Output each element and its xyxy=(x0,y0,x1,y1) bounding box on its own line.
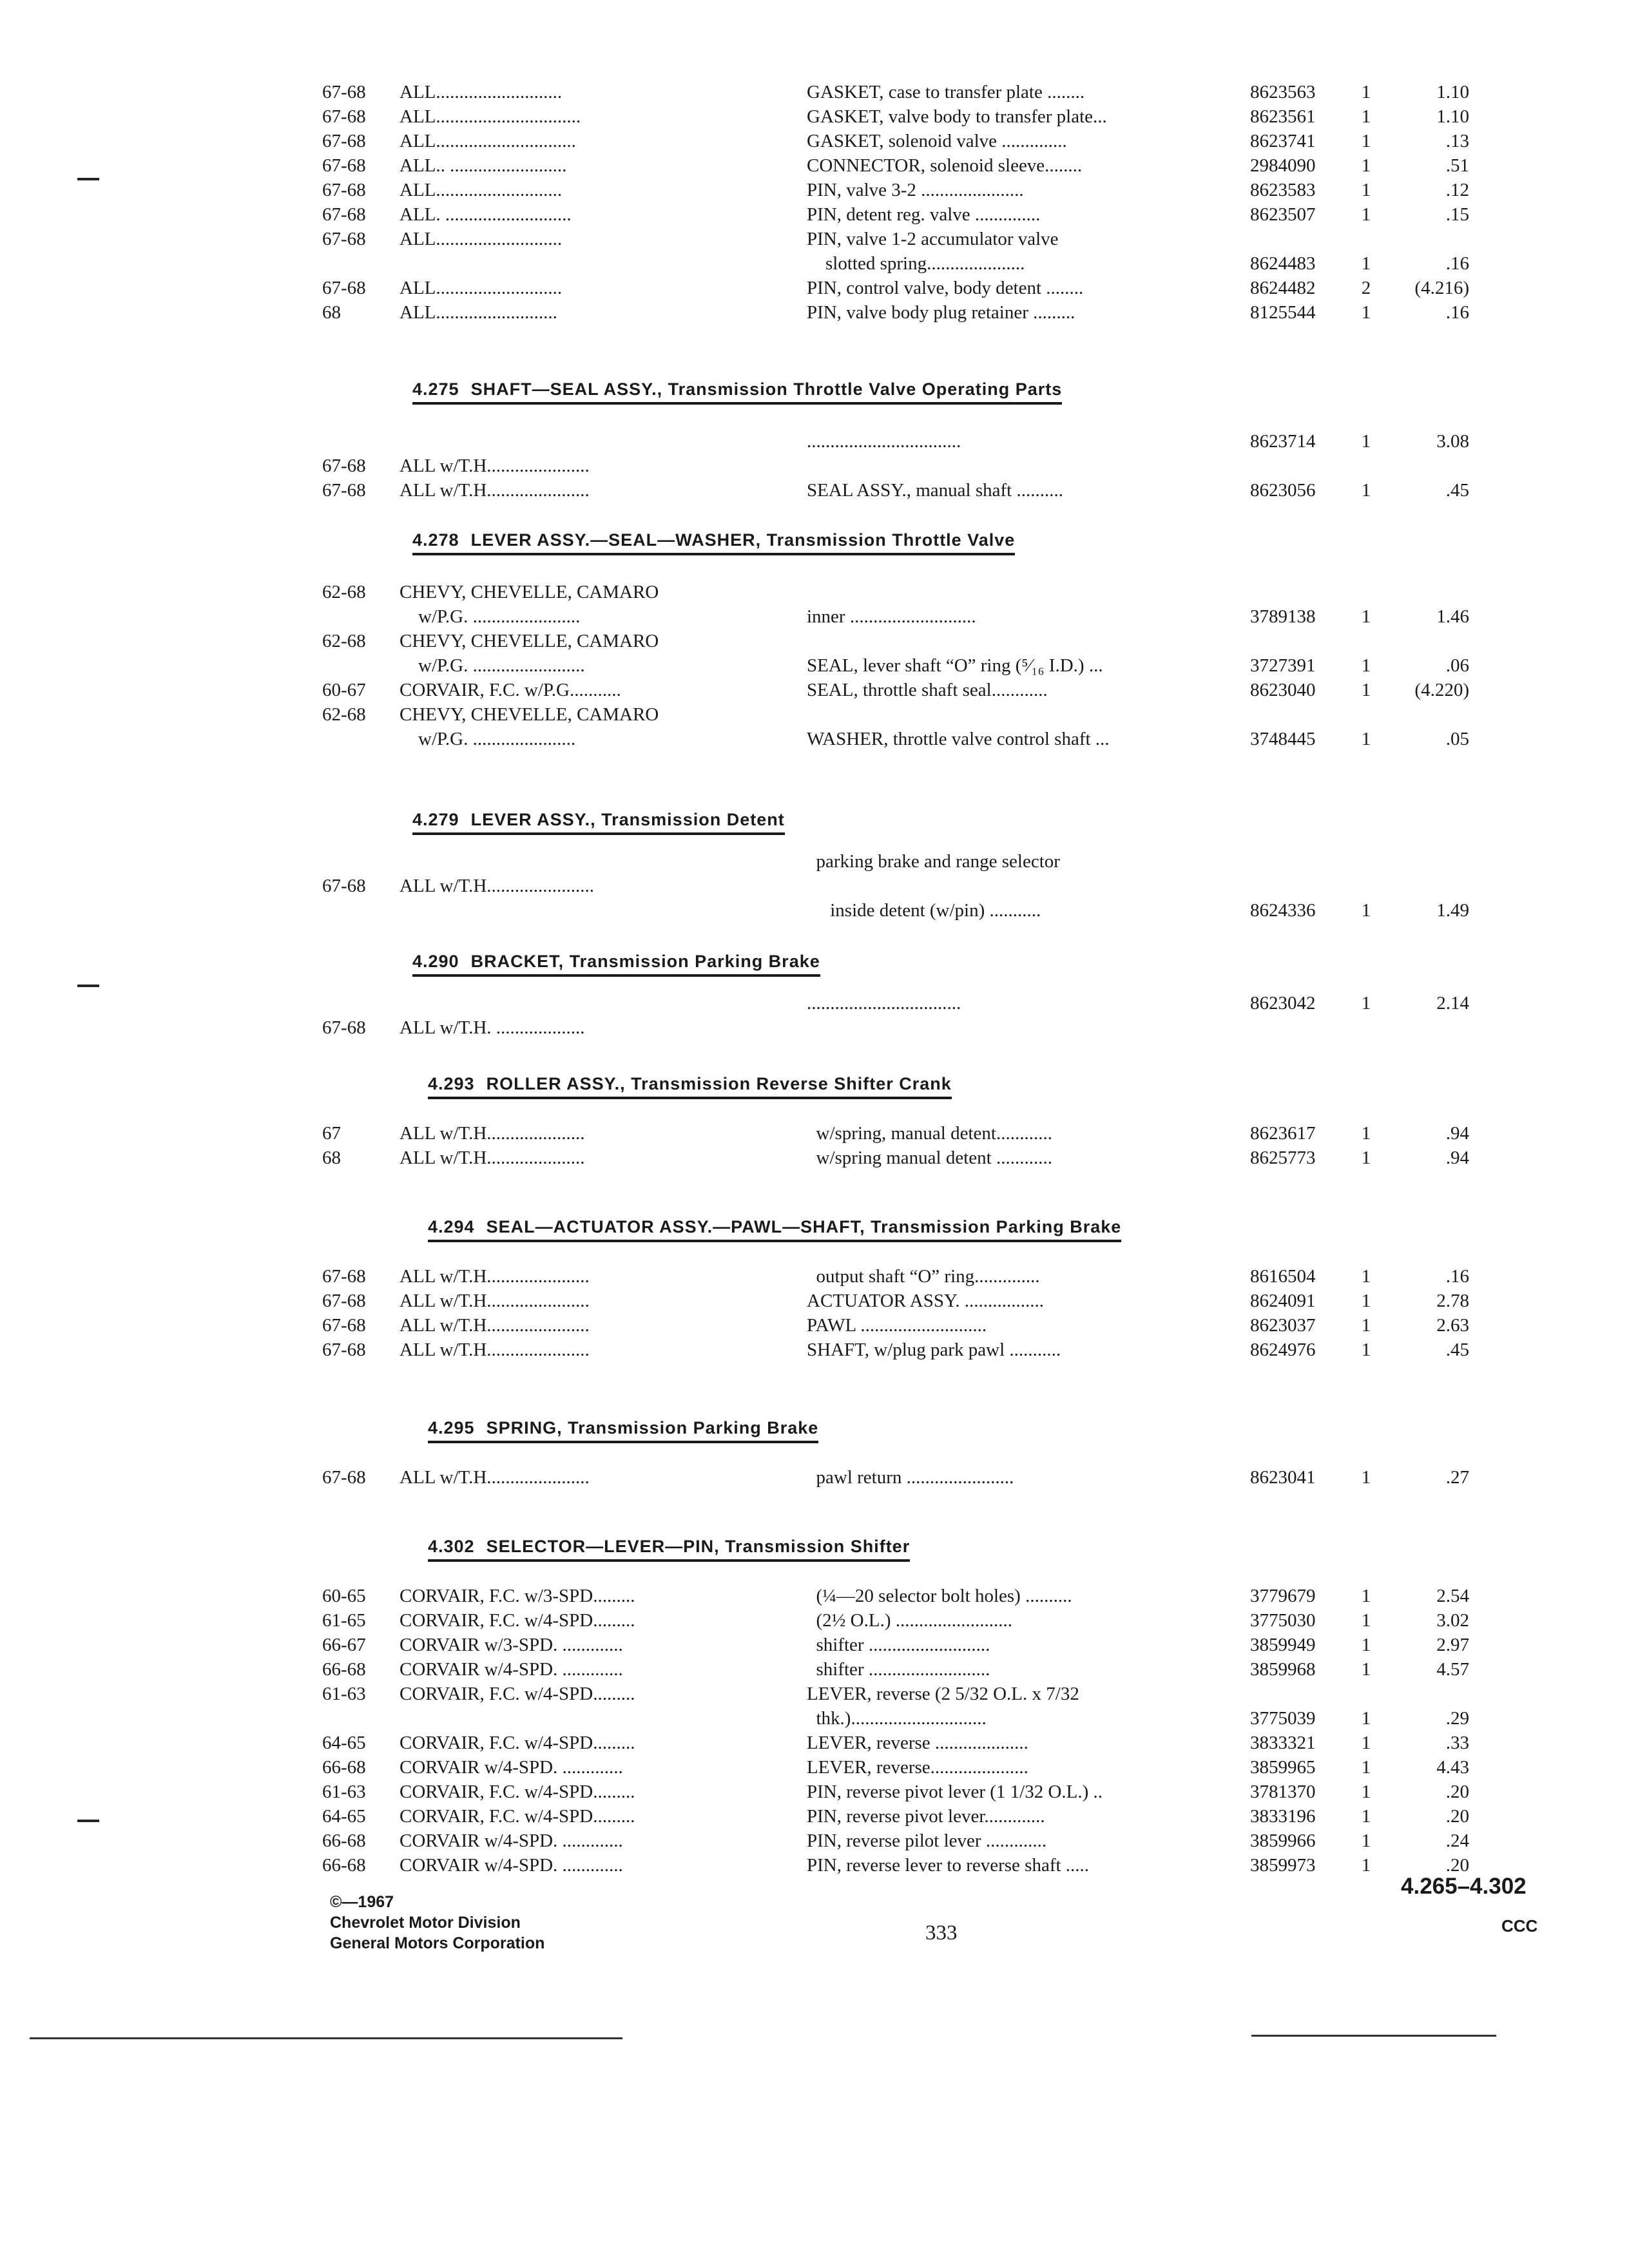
description-cell: PIN, valve body plug retainer ......... xyxy=(807,302,1075,323)
year-cell: 67-68 xyxy=(322,1017,366,1038)
application-cell: ALL........................... xyxy=(400,278,563,298)
quantity-cell: 1 xyxy=(1361,993,1371,1014)
price-cell: .24 xyxy=(1445,1831,1469,1851)
application-cell: ALL w/T.H..................... xyxy=(400,1148,585,1168)
description-cell: PIN, reverse pivot lever............. xyxy=(807,1806,1045,1827)
table-row xyxy=(0,455,1629,477)
quantity-cell: 1 xyxy=(1361,1659,1371,1680)
part-number-cell: 3833321 xyxy=(1250,1733,1316,1753)
description-cell: ACTUATOR ASSY. ................. xyxy=(807,1291,1044,1311)
application-cell: ALL w/T.H...................... xyxy=(400,1315,590,1336)
price-cell: 3.08 xyxy=(1436,431,1469,452)
table-row xyxy=(0,1314,1629,1336)
price-cell: .15 xyxy=(1445,204,1469,225)
section-title: ROLLER ASSY., Transmission Reverse Shifter Crank xyxy=(486,1074,952,1093)
description-cell: (¼—20 selector bolt holes) .......... xyxy=(807,1586,1072,1606)
quantity-cell: 1 xyxy=(1361,1635,1371,1655)
year-cell: 64-65 xyxy=(322,1733,366,1753)
description-cell: PIN, reverse pilot lever ............. xyxy=(807,1831,1047,1851)
year-cell: 67-68 xyxy=(322,1291,366,1311)
description-cell: PIN, reverse pivot lever (1 1/32 O.L.) .. xyxy=(807,1782,1103,1802)
application-cell: ALL w/T.H...................... xyxy=(400,456,590,476)
table-row xyxy=(0,581,1629,603)
table-row xyxy=(0,155,1629,177)
table-row xyxy=(0,1683,1629,1705)
quantity-cell: 1 xyxy=(1361,302,1371,323)
section-code: 4.293 xyxy=(428,1074,475,1093)
table-row xyxy=(0,728,1629,750)
price-cell: .16 xyxy=(1445,302,1469,323)
price-cell: 1.46 xyxy=(1436,606,1469,627)
year-cell: 67-68 xyxy=(322,1340,366,1360)
part-number-cell: 8623507 xyxy=(1250,204,1316,225)
part-number-cell: 8623617 xyxy=(1250,1123,1316,1144)
price-cell: 2.97 xyxy=(1436,1635,1469,1655)
table-row xyxy=(0,1830,1629,1852)
section-code: 4.295 xyxy=(428,1418,475,1437)
year-cell: 67-68 xyxy=(322,131,366,151)
year-cell: 67-68 xyxy=(322,1266,366,1287)
copyright-line: ©—1967 xyxy=(330,1893,394,1911)
application-cell: CORVAIR w/4-SPD. ............. xyxy=(400,1831,623,1851)
application-cell: CORVAIR, F.C. w/4-SPD......... xyxy=(400,1782,635,1802)
price-cell: 3.02 xyxy=(1436,1610,1469,1631)
description-cell: CONNECTOR, solenoid sleeve........ xyxy=(807,155,1083,176)
year-cell: 67-68 xyxy=(322,456,366,476)
section-title: SEAL—ACTUATOR ASSY.—PAWL—SHAFT, Transmission Parking Brake xyxy=(486,1217,1122,1236)
application-cell: CORVAIR, F.C. w/4-SPD......... xyxy=(400,1733,635,1753)
year-cell: 60-65 xyxy=(322,1586,366,1606)
table-row xyxy=(0,130,1629,152)
part-number-cell: 8623037 xyxy=(1250,1315,1316,1336)
price-cell: .13 xyxy=(1445,131,1469,151)
table-row xyxy=(0,277,1629,299)
price-cell: 2.63 xyxy=(1436,1315,1469,1336)
section-title: LEVER ASSY.—SEAL—WASHER, Transmission Throttle Valve xyxy=(470,530,1016,550)
year-cell: 67-68 xyxy=(322,229,366,249)
application-cell: CORVAIR w/3-SPD. ............. xyxy=(400,1635,623,1655)
quantity-cell: 1 xyxy=(1361,253,1371,274)
year-cell: 60-67 xyxy=(322,680,366,700)
year-cell: 67 xyxy=(322,1123,341,1144)
price-cell: 2.54 xyxy=(1436,1586,1469,1606)
table-row xyxy=(0,1017,1629,1039)
application-cell: CORVAIR, F.C. w/4-SPD......... xyxy=(400,1806,635,1827)
price-cell: .12 xyxy=(1445,180,1469,200)
price-cell: .27 xyxy=(1445,1467,1469,1488)
description-cell: slotted spring..................... xyxy=(807,253,1025,274)
section-header xyxy=(428,1072,952,1099)
quantity-cell: 1 xyxy=(1361,155,1371,176)
table-row xyxy=(0,1634,1629,1656)
table-row xyxy=(0,1290,1629,1312)
section-code: 4.302 xyxy=(428,1537,475,1556)
application-cell: ALL w/T.H...................... xyxy=(400,1266,590,1287)
year-cell: 66-68 xyxy=(322,1757,366,1778)
section-title: SELECTOR—LEVER—PIN, Transmission Shifter xyxy=(486,1537,911,1556)
year-cell: 64-65 xyxy=(322,1806,366,1827)
part-number-cell: 8624976 xyxy=(1250,1340,1316,1360)
table-row xyxy=(0,899,1629,921)
year-cell: 68 xyxy=(322,302,341,323)
quantity-cell: 1 xyxy=(1361,431,1371,452)
application-cell: w/P.G. ...................... xyxy=(400,729,576,749)
quantity-cell: 1 xyxy=(1361,729,1371,749)
quantity-cell: 1 xyxy=(1361,1340,1371,1360)
table-row xyxy=(0,704,1629,726)
year-cell: 67-68 xyxy=(322,278,366,298)
section-code: 4.290 xyxy=(412,952,459,971)
part-number-cell: 8623561 xyxy=(1250,106,1316,127)
description-cell: inside detent (w/pin) ........... xyxy=(807,900,1041,921)
section-title: LEVER ASSY., Transmission Detent xyxy=(470,810,785,829)
quantity-cell: 1 xyxy=(1361,900,1371,921)
table-row xyxy=(0,1732,1629,1754)
table-row xyxy=(0,479,1629,501)
application-cell: CORVAIR, F.C. w/3-SPD......... xyxy=(400,1586,635,1606)
table-row xyxy=(0,302,1629,323)
application-cell: CHEVY, CHEVELLE, CAMARO xyxy=(400,631,659,651)
section-title: SPRING, Transmission Parking Brake xyxy=(486,1418,819,1437)
part-number-cell: 8624091 xyxy=(1250,1291,1316,1311)
description-cell: ................................. xyxy=(807,993,961,1014)
table-row xyxy=(0,430,1629,452)
section-code: 4.278 xyxy=(412,530,459,550)
quantity-cell: 1 xyxy=(1361,106,1371,127)
description-cell: GASKET, case to transfer plate ........ xyxy=(807,82,1085,102)
description-cell: SEAL, throttle shaft seal............ xyxy=(807,680,1048,700)
quantity-cell: 1 xyxy=(1361,1266,1371,1287)
section-header xyxy=(412,808,785,835)
quantity-cell: 1 xyxy=(1361,655,1371,676)
table-row xyxy=(0,179,1629,201)
part-number-cell: 8624482 xyxy=(1250,278,1316,298)
part-number-cell: 2984090 xyxy=(1250,155,1316,176)
table-row xyxy=(0,1658,1629,1680)
year-cell: 62-68 xyxy=(322,582,366,602)
year-cell: 67-68 xyxy=(322,204,366,225)
corporation-line: General Motors Corporation xyxy=(330,1934,545,1952)
quantity-cell: 1 xyxy=(1361,1467,1371,1488)
description-cell: output shaft “O” ring.............. xyxy=(807,1266,1040,1287)
description-cell: LEVER, reverse..................... xyxy=(807,1757,1028,1778)
part-number-cell: 8623741 xyxy=(1250,131,1316,151)
quantity-cell: 1 xyxy=(1361,1782,1371,1802)
application-cell: ALL w/T.H..................... xyxy=(400,1123,585,1144)
year-cell: 66-68 xyxy=(322,1855,366,1876)
price-cell: (4.220) xyxy=(1414,680,1469,700)
description-cell: pawl return ....................... xyxy=(807,1467,1014,1488)
quantity-cell: 1 xyxy=(1361,131,1371,151)
description-cell: shifter .......................... xyxy=(807,1659,990,1680)
quantity-cell: 1 xyxy=(1361,1733,1371,1753)
description-cell: WASHER, throttle valve control shaft ... xyxy=(807,729,1110,749)
part-number-cell: 3775030 xyxy=(1250,1610,1316,1631)
part-number-cell: 8623042 xyxy=(1250,993,1316,1014)
description-cell: PIN, valve 1-2 accumulator valve xyxy=(807,229,1059,249)
description-cell: LEVER, reverse (2 5/32 O.L. x 7/32 xyxy=(807,1684,1079,1704)
application-cell: CORVAIR w/4-SPD. ............. xyxy=(400,1855,623,1876)
quantity-cell: 1 xyxy=(1361,1315,1371,1336)
table-row xyxy=(0,1756,1629,1778)
table-row xyxy=(0,253,1629,274)
table-row xyxy=(0,1610,1629,1631)
quantity-cell: 1 xyxy=(1361,1291,1371,1311)
quantity-cell: 2 xyxy=(1361,278,1371,298)
quantity-cell: 1 xyxy=(1361,1757,1371,1778)
quantity-cell: 1 xyxy=(1361,180,1371,200)
application-cell: CORVAIR, F.C. w/4-SPD......... xyxy=(400,1610,635,1631)
application-cell: CORVAIR w/4-SPD. ............. xyxy=(400,1659,623,1680)
year-cell: 66-68 xyxy=(322,1831,366,1851)
application-cell: ALL........................... xyxy=(400,229,563,249)
part-number-cell: 8623714 xyxy=(1250,431,1316,452)
application-cell: ALL........................... xyxy=(400,82,563,102)
year-cell: 67-68 xyxy=(322,180,366,200)
table-row xyxy=(0,655,1629,677)
description-cell: parking brake and range selector xyxy=(807,851,1060,872)
table-row xyxy=(0,1147,1629,1169)
section-code: 4.294 xyxy=(428,1217,475,1236)
price-cell: .16 xyxy=(1445,253,1469,274)
year-cell: 67-68 xyxy=(322,82,366,102)
division-line: Chevrolet Motor Division xyxy=(330,1914,521,1932)
table-row xyxy=(0,106,1629,128)
description-cell: GASKET, valve body to transfer plate... xyxy=(807,106,1107,127)
section-header xyxy=(428,1215,1121,1242)
application-cell: CORVAIR, F.C. w/P.G........... xyxy=(400,680,621,700)
application-cell: ALL............................... xyxy=(400,106,581,127)
table-row xyxy=(0,1466,1629,1488)
section-header xyxy=(412,378,1062,405)
bottom-rule-left xyxy=(30,2037,622,2039)
price-cell: .16 xyxy=(1445,1266,1469,1287)
part-number-cell: 3859966 xyxy=(1250,1831,1316,1851)
application-cell: CORVAIR, F.C. w/4-SPD......... xyxy=(400,1684,635,1704)
price-cell: .45 xyxy=(1445,1340,1469,1360)
description-cell: ................................. xyxy=(807,431,961,452)
quantity-cell: 1 xyxy=(1361,1855,1371,1876)
price-cell: .94 xyxy=(1445,1123,1469,1144)
table-row xyxy=(0,1805,1629,1827)
description-cell: w/spring, manual detent............ xyxy=(807,1123,1052,1144)
table-row xyxy=(0,228,1629,250)
part-number-cell: 8624336 xyxy=(1250,900,1316,921)
application-cell: ALL w/T.H. ................... xyxy=(400,1017,585,1038)
application-cell: w/P.G. ....................... xyxy=(400,606,581,627)
description-cell: GASKET, solenoid valve .............. xyxy=(807,131,1067,151)
application-cell: CORVAIR w/4-SPD. ............. xyxy=(400,1757,623,1778)
part-number-cell: 8616504 xyxy=(1250,1266,1316,1287)
year-cell: 66-68 xyxy=(322,1659,366,1680)
section-header xyxy=(428,1416,818,1443)
table-row xyxy=(0,1707,1629,1729)
part-number-cell: 3859965 xyxy=(1250,1757,1316,1778)
application-cell: ALL.. ......................... xyxy=(400,155,567,176)
section-range: 4.265–4.302 xyxy=(1401,1874,1527,1899)
application-cell: ALL w/T.H...................... xyxy=(400,480,590,501)
catalog-code: CCC xyxy=(1501,1916,1538,1936)
part-number-cell: 3781370 xyxy=(1250,1782,1316,1802)
part-number-cell: 8623583 xyxy=(1250,180,1316,200)
price-cell: (4.216) xyxy=(1414,278,1469,298)
price-cell: .20 xyxy=(1445,1806,1469,1827)
quantity-cell: 1 xyxy=(1361,82,1371,102)
part-number-cell: 8623056 xyxy=(1250,480,1316,501)
page-number: 333 xyxy=(925,1921,958,1945)
description-cell: PIN, control valve, body detent ........ xyxy=(807,278,1084,298)
year-cell: 61-63 xyxy=(322,1684,366,1704)
part-number-cell: 8623041 xyxy=(1250,1467,1316,1488)
table-row xyxy=(0,1122,1629,1144)
application-cell: ALL.............................. xyxy=(400,131,576,151)
table-row xyxy=(0,1339,1629,1361)
description-cell: SEAL, lever shaft “O” ring (⁵⁄₁₆ I.D.) ... xyxy=(807,655,1103,676)
description-cell: w/spring manual detent ............ xyxy=(807,1148,1052,1168)
table-row xyxy=(0,1585,1629,1607)
table-row xyxy=(0,992,1629,1014)
price-cell: 2.14 xyxy=(1436,993,1469,1014)
part-number-cell: 8623563 xyxy=(1250,82,1316,102)
section-code: 4.279 xyxy=(412,810,459,829)
price-cell: .94 xyxy=(1445,1148,1469,1168)
section-header xyxy=(412,528,1015,555)
application-cell: ALL w/T.H...................... xyxy=(400,1340,590,1360)
quantity-cell: 1 xyxy=(1361,1806,1371,1827)
year-cell: 62-68 xyxy=(322,704,366,725)
table-row xyxy=(0,1854,1629,1876)
table-row xyxy=(0,204,1629,226)
year-cell: 66-67 xyxy=(322,1635,366,1655)
part-number-cell: 3859968 xyxy=(1250,1659,1316,1680)
price-cell: .33 xyxy=(1445,1733,1469,1753)
quantity-cell: 1 xyxy=(1361,1708,1371,1729)
part-number-cell: 8125544 xyxy=(1250,302,1316,323)
year-cell: 67-68 xyxy=(322,155,366,176)
year-cell: 61-65 xyxy=(322,1610,366,1631)
quantity-cell: 1 xyxy=(1361,1586,1371,1606)
price-cell: .29 xyxy=(1445,1708,1469,1729)
quantity-cell: 1 xyxy=(1361,680,1371,700)
application-cell: ALL w/T.H...................... xyxy=(400,1291,590,1311)
application-cell: CHEVY, CHEVELLE, CAMARO xyxy=(400,704,659,725)
price-cell: .20 xyxy=(1445,1782,1469,1802)
part-number-cell: 8624483 xyxy=(1250,253,1316,274)
table-row xyxy=(0,606,1629,628)
table-row xyxy=(0,875,1629,897)
application-cell: ALL. ........................... xyxy=(400,204,572,225)
description-cell: inner ........................... xyxy=(807,606,976,627)
application-cell: ALL w/T.H...................... xyxy=(400,1467,590,1488)
punch-mark xyxy=(77,985,99,987)
price-cell: 1.49 xyxy=(1436,900,1469,921)
part-number-cell: 3833196 xyxy=(1250,1806,1316,1827)
price-cell: 1.10 xyxy=(1436,106,1469,127)
table-row xyxy=(0,81,1629,103)
quantity-cell: 1 xyxy=(1361,1148,1371,1168)
quantity-cell: 1 xyxy=(1361,1831,1371,1851)
year-cell: 61-63 xyxy=(322,1782,366,1802)
description-cell: thk.)............................. xyxy=(807,1708,987,1729)
part-number-cell: 3859973 xyxy=(1250,1855,1316,1876)
description-cell: PIN, reverse lever to reverse shaft ..... xyxy=(807,1855,1090,1876)
section-title: BRACKET, Transmission Parking Brake xyxy=(470,952,820,971)
price-cell: 1.10 xyxy=(1436,82,1469,102)
part-number-cell: 3775039 xyxy=(1250,1708,1316,1729)
year-cell: 62-68 xyxy=(322,631,366,651)
application-cell: ALL w/T.H....................... xyxy=(400,876,595,896)
quantity-cell: 1 xyxy=(1361,480,1371,501)
year-cell: 67-68 xyxy=(322,1467,366,1488)
price-cell: .20 xyxy=(1445,1855,1469,1876)
year-cell: 67-68 xyxy=(322,106,366,127)
quantity-cell: 1 xyxy=(1361,1123,1371,1144)
description-cell: PIN, valve 3-2 ...................... xyxy=(807,180,1024,200)
price-cell: .06 xyxy=(1445,655,1469,676)
price-cell: .51 xyxy=(1445,155,1469,176)
section-header xyxy=(428,1535,910,1562)
year-cell: 67-68 xyxy=(322,1315,366,1336)
year-cell: 67-68 xyxy=(322,480,366,501)
year-cell: 68 xyxy=(322,1148,341,1168)
application-cell: w/P.G. ........................ xyxy=(400,655,585,676)
part-number-cell: 8625773 xyxy=(1250,1148,1316,1168)
application-cell: ALL........................... xyxy=(400,180,563,200)
bottom-rule-right xyxy=(1251,2035,1496,2037)
part-number-cell: 8623040 xyxy=(1250,680,1316,700)
section-code: 4.275 xyxy=(412,380,459,399)
part-number-cell: 3779679 xyxy=(1250,1586,1316,1606)
table-row xyxy=(0,1265,1629,1287)
year-cell: 67-68 xyxy=(322,876,366,896)
quantity-cell: 1 xyxy=(1361,1610,1371,1631)
quantity-cell: 1 xyxy=(1361,204,1371,225)
part-number-cell: 3748445 xyxy=(1250,729,1316,749)
description-cell: SHAFT, w/plug park pawl ........... xyxy=(807,1340,1061,1360)
section-header xyxy=(412,950,820,977)
application-cell: CHEVY, CHEVELLE, CAMARO xyxy=(400,582,659,602)
description-cell: PAWL ........................... xyxy=(807,1315,987,1336)
table-row xyxy=(0,850,1629,872)
description-cell: PIN, detent reg. valve .............. xyxy=(807,204,1041,225)
part-number-cell: 3727391 xyxy=(1250,655,1316,676)
price-cell: 4.57 xyxy=(1436,1659,1469,1680)
application-cell: ALL.......................... xyxy=(400,302,557,323)
part-number-cell: 3789138 xyxy=(1250,606,1316,627)
price-cell: .45 xyxy=(1445,480,1469,501)
description-cell: shifter .......................... xyxy=(807,1635,990,1655)
price-cell: .05 xyxy=(1445,729,1469,749)
table-row xyxy=(0,1781,1629,1803)
quantity-cell: 1 xyxy=(1361,606,1371,627)
description-cell: LEVER, reverse .................... xyxy=(807,1733,1028,1753)
description-cell: (2½ O.L.) ......................... xyxy=(807,1610,1012,1631)
price-cell: 2.78 xyxy=(1436,1291,1469,1311)
description-cell: SEAL ASSY., manual shaft .......... xyxy=(807,480,1063,501)
table-row xyxy=(0,679,1629,701)
price-cell: 4.43 xyxy=(1436,1757,1469,1778)
section-title: SHAFT—SEAL ASSY., Transmission Throttle Valve Operating Parts xyxy=(470,380,1063,399)
table-row xyxy=(0,630,1629,652)
part-number-cell: 3859949 xyxy=(1250,1635,1316,1655)
